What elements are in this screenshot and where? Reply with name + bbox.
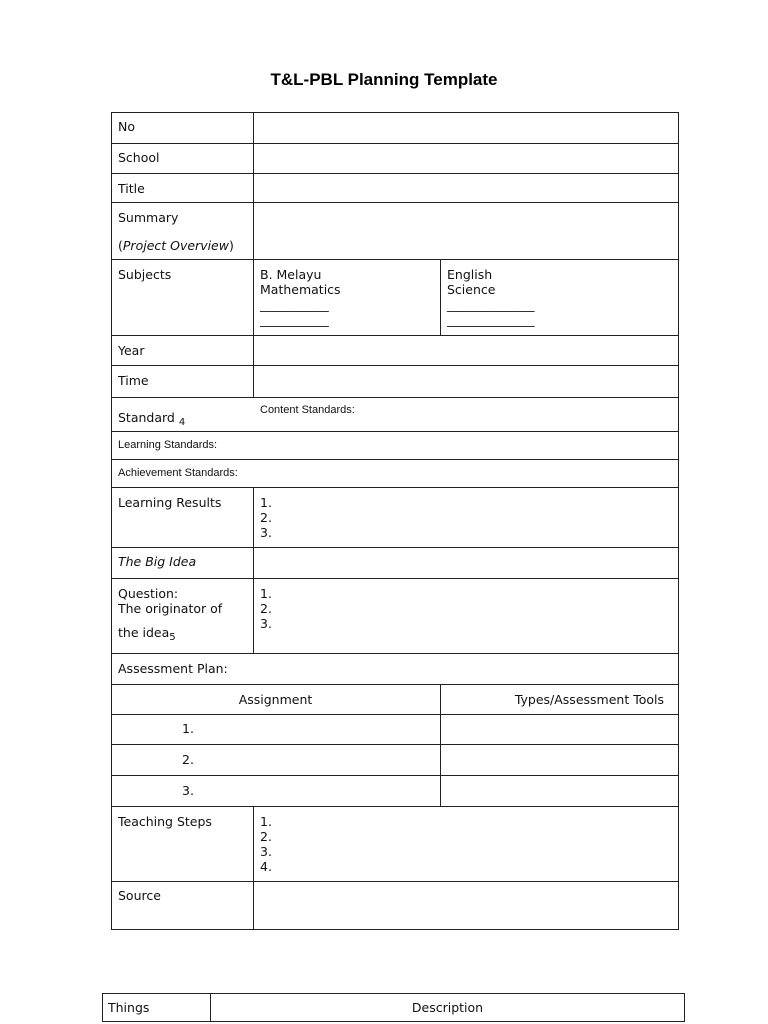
list-item: 1.: [260, 814, 272, 829]
label-question-line2: The originator of: [118, 601, 223, 616]
label-standard: Standard $_4$: [118, 410, 186, 428]
footer-description-header: Description: [411, 1000, 484, 1015]
list-item: 3.: [260, 844, 272, 859]
label-learning-standards: Learning Standards:: [118, 439, 218, 451]
subject-blank: ______________: [447, 297, 535, 312]
question-list: [260, 586, 272, 631]
label-summary: Summary: [118, 210, 179, 225]
label-achievement-standards: Achievement Standards:: [118, 467, 238, 479]
label-title: Title: [118, 181, 145, 196]
label-source: Source: [118, 888, 161, 903]
footnote-marker: 4: [178, 417, 186, 428]
list-item: 1.: [260, 495, 272, 510]
subject-blank: ______________: [447, 312, 535, 327]
label-assessment-plan: Assessment Plan:: [118, 661, 228, 676]
subject-item: English: [447, 267, 493, 282]
label-no: No: [118, 119, 135, 134]
subject-item: Mathematics: [260, 282, 341, 297]
footer-things-header: Things: [108, 1000, 150, 1015]
footnote-marker: 5: [169, 632, 176, 643]
label-year: Year: [118, 343, 145, 358]
teaching-steps-list: [260, 814, 272, 874]
label-time: Time: [118, 373, 149, 388]
label-big-idea: The Big Idea: [118, 554, 197, 569]
list-item: 2.: [260, 510, 272, 525]
label-teaching-steps: Teaching Steps: [118, 814, 212, 829]
page-title: T&L-PBL Planning Template: [270, 70, 498, 89]
label-learning-results: Learning Results: [118, 495, 222, 510]
list-item: 4.: [260, 859, 272, 874]
col-header-assignment: Assignment: [238, 692, 313, 707]
planning-table: [111, 112, 679, 930]
label-content-standards: Content Standards:: [260, 404, 355, 416]
list-item: 2.: [260, 829, 272, 844]
assignment-item: 3.: [182, 783, 194, 798]
assignment-item: 2.: [182, 752, 194, 767]
list-item: 3.: [260, 616, 272, 631]
list-item: 3.: [260, 525, 272, 540]
subjects-left-list: [260, 267, 341, 327]
subject-blank: ___________: [260, 312, 329, 327]
subject-item: B. Melayu: [260, 267, 322, 282]
col-header-assessment-tools: Types/Assessment Tools: [514, 692, 664, 707]
label-question: Question:: [118, 586, 179, 601]
list-item: 2.: [260, 601, 272, 616]
label-question-line3: the idea$_5$: [118, 625, 176, 643]
label-summary-note: (Project Overview): [118, 238, 234, 253]
label-school: School: [118, 150, 160, 165]
subject-item: Science: [447, 282, 496, 297]
label-subjects: Subjects: [118, 267, 172, 282]
learning-results-list: [260, 495, 272, 540]
subject-blank: ___________: [260, 297, 329, 312]
assignment-item: 1.: [182, 721, 194, 736]
list-item: 1.: [260, 586, 272, 601]
subjects-right-list: [447, 267, 535, 327]
